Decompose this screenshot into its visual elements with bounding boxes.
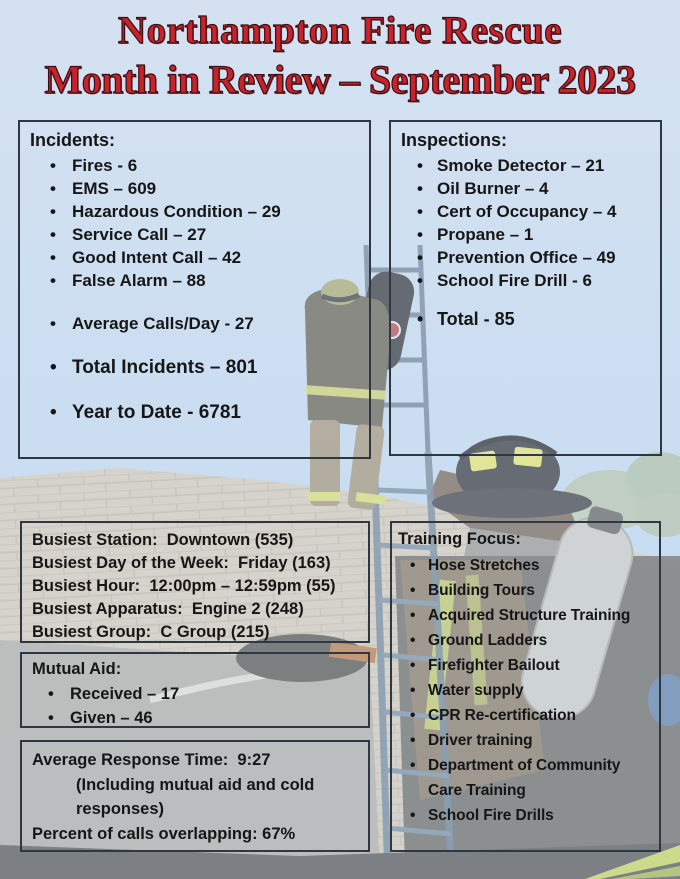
list-item <box>30 246 359 269</box>
inspections-list <box>401 154 650 292</box>
list-item <box>30 223 359 246</box>
list-item-label: Hose Stretches <box>428 557 540 574</box>
bullet-icon: • <box>410 557 416 574</box>
bullet-icon: • <box>410 657 416 674</box>
list-item <box>30 200 359 223</box>
list-item <box>401 177 650 200</box>
bullet-icon: • <box>50 156 56 175</box>
list-item-label: Hazardous Condition – 29 <box>72 202 281 221</box>
bullet-icon: • <box>410 732 416 749</box>
list-item <box>398 603 643 628</box>
list-item <box>30 269 359 292</box>
page-title <box>0 6 680 105</box>
bullet-icon: • <box>50 402 57 423</box>
list-item-label: Driver training <box>428 732 533 749</box>
response-line-3: responses) <box>76 800 165 818</box>
bullet-icon: • <box>410 607 416 624</box>
list-item-label: Firefighter Bailout <box>428 657 560 674</box>
list-item-label: Prevention Office – 49 <box>437 248 616 267</box>
bullet-icon: • <box>410 632 416 649</box>
title-line-2: Month in Review – September 2023 <box>44 57 636 102</box>
bullet-icon: • <box>50 179 56 198</box>
busiest-stat-line: Busiest Apparatus: Engine 2 (248) <box>32 600 304 618</box>
list-item-label: Cert of Occupancy – 4 <box>437 202 617 221</box>
incidents-ytd: Year to Date - 6781 <box>72 402 241 423</box>
response-line-2: (Including mutual aid and cold <box>76 775 315 794</box>
response-line-1: Average Response Time: 9:27 <box>32 751 271 769</box>
list-item <box>401 223 650 246</box>
bullet-icon: • <box>417 309 424 329</box>
bullet-icon: • <box>410 582 416 599</box>
busiest-stats-box <box>20 521 370 643</box>
bullet-icon: • <box>50 202 56 221</box>
bullet-icon: • <box>417 225 423 244</box>
list-item-label: Received – 17 <box>70 685 180 703</box>
bullet-icon: • <box>417 271 423 290</box>
incidents-box <box>18 120 371 459</box>
mutual-aid-list <box>32 682 358 730</box>
incidents-average: Average Calls/Day - 27 <box>72 314 254 333</box>
response-line-4: Percent of calls overlapping: 67% <box>32 824 296 843</box>
list-item <box>401 269 650 292</box>
list-item-label: Acquired Structure Training <box>428 607 631 624</box>
training-list <box>398 553 653 828</box>
incidents-list <box>30 154 359 292</box>
inspections-total: Total - 85 <box>437 309 515 329</box>
bullet-icon: • <box>50 248 56 267</box>
inspections-total-row <box>401 307 650 331</box>
list-item-label: CPR Re-certification <box>428 707 576 724</box>
list-item <box>401 200 650 223</box>
bullet-icon: • <box>410 682 416 699</box>
list-item-label: Ground Ladders <box>428 632 548 649</box>
list-item <box>401 154 650 177</box>
bullet-icon: • <box>48 685 54 703</box>
list-item-label: Smoke Detector – 21 <box>437 156 605 175</box>
list-item-label: School Fire Drills <box>428 807 554 824</box>
incidents-average-row <box>30 312 359 336</box>
bullet-icon: • <box>417 248 423 267</box>
incidents-ytd-row <box>30 400 359 426</box>
list-item-label: Water supply <box>428 682 524 699</box>
bullet-icon: • <box>410 707 416 724</box>
bullet-icon: • <box>417 179 423 198</box>
mutual-aid-header: Mutual Aid: <box>32 660 122 678</box>
list-item <box>401 246 650 269</box>
list-item-label: Given – 46 <box>70 709 153 727</box>
list-item <box>32 706 358 730</box>
list-item-label: Fires - 6 <box>72 156 138 175</box>
list-item-label: Good Intent Call – 42 <box>72 248 242 267</box>
incidents-total: Total Incidents – 801 <box>72 357 258 378</box>
response-time-box <box>20 740 370 852</box>
list-item-label: Service Call – 27 <box>72 225 207 244</box>
list-item-label: Building Tours <box>428 582 535 599</box>
list-item-label: Department of Community Care Training <box>428 757 621 799</box>
bullet-icon: • <box>417 156 423 175</box>
busiest-stat-line: Busiest Day of the Week: Friday (163) <box>32 554 331 572</box>
bullet-icon: • <box>50 225 56 244</box>
list-item <box>398 703 643 728</box>
list-item-label: Oil Burner – 4 <box>437 179 549 198</box>
list-item-label: False Alarm – 88 <box>72 271 206 290</box>
list-item-label: School Fire Drill - 6 <box>437 271 592 290</box>
bullet-icon: • <box>48 709 54 727</box>
list-item <box>398 578 643 603</box>
list-item <box>398 553 643 578</box>
busiest-stat-line: Busiest Hour: 12:00pm – 12:59pm (55) <box>32 577 336 595</box>
bullet-icon: • <box>410 807 416 824</box>
list-item <box>30 154 359 177</box>
list-item <box>32 682 358 706</box>
list-item <box>398 653 643 678</box>
list-item <box>398 628 643 653</box>
bullet-icon: • <box>50 357 57 378</box>
list-item <box>398 803 643 828</box>
training-header: Training Focus: <box>398 530 521 548</box>
busiest-stat-line: Busiest Station: Downtown (535) <box>32 531 294 549</box>
bullet-icon: • <box>417 202 423 221</box>
mutual-aid-box <box>20 652 370 728</box>
list-item <box>398 753 643 803</box>
bullet-icon: • <box>50 314 56 333</box>
list-item <box>30 177 359 200</box>
list-item <box>398 678 643 703</box>
list-item-label: Propane – 1 <box>437 225 534 244</box>
training-focus-box <box>390 521 661 852</box>
incidents-total-row <box>30 355 359 381</box>
bullet-icon: • <box>50 271 56 290</box>
bullet-icon: • <box>410 757 416 774</box>
title-line-1: Northampton Fire Rescue <box>117 9 563 52</box>
list-item-label: EMS – 609 <box>72 179 157 198</box>
inspections-box <box>389 120 662 456</box>
inspections-header: Inspections: <box>401 130 508 150</box>
busiest-stat-line: Busiest Group: C Group (215) <box>32 623 270 641</box>
list-item <box>398 728 643 753</box>
incidents-header: Incidents: <box>30 130 116 150</box>
